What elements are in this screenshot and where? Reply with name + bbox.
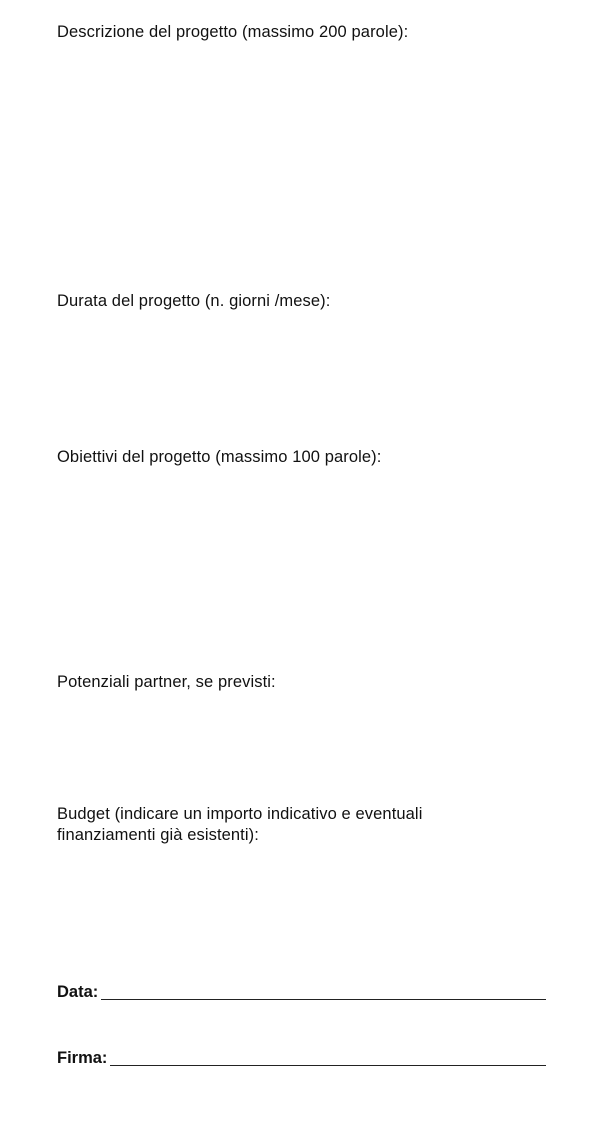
budget-label (57, 804, 557, 846)
date-line[interactable] (101, 999, 546, 1000)
date-row (57, 980, 546, 1002)
budget-label-line-2: finanziamenti già esistenti): (57, 826, 259, 844)
obiettivi-label: Obiettivi del progetto (massimo 100 parole): (57, 448, 382, 466)
budget-label-line-1: Budget (indicare un importo indicativo e eventuali (57, 805, 423, 823)
descrizione-label: Descrizione del progetto (massimo 200 parole): (57, 23, 409, 41)
signature-label: Firma: (57, 1049, 108, 1067)
durata-label: Durata del progetto (n. giorni /mese): (57, 292, 331, 310)
signature-row (57, 1046, 546, 1068)
partner-label: Potenziali partner, se previsti: (57, 673, 276, 691)
date-label: Data: (57, 983, 99, 1001)
signature-line[interactable] (110, 1065, 546, 1066)
